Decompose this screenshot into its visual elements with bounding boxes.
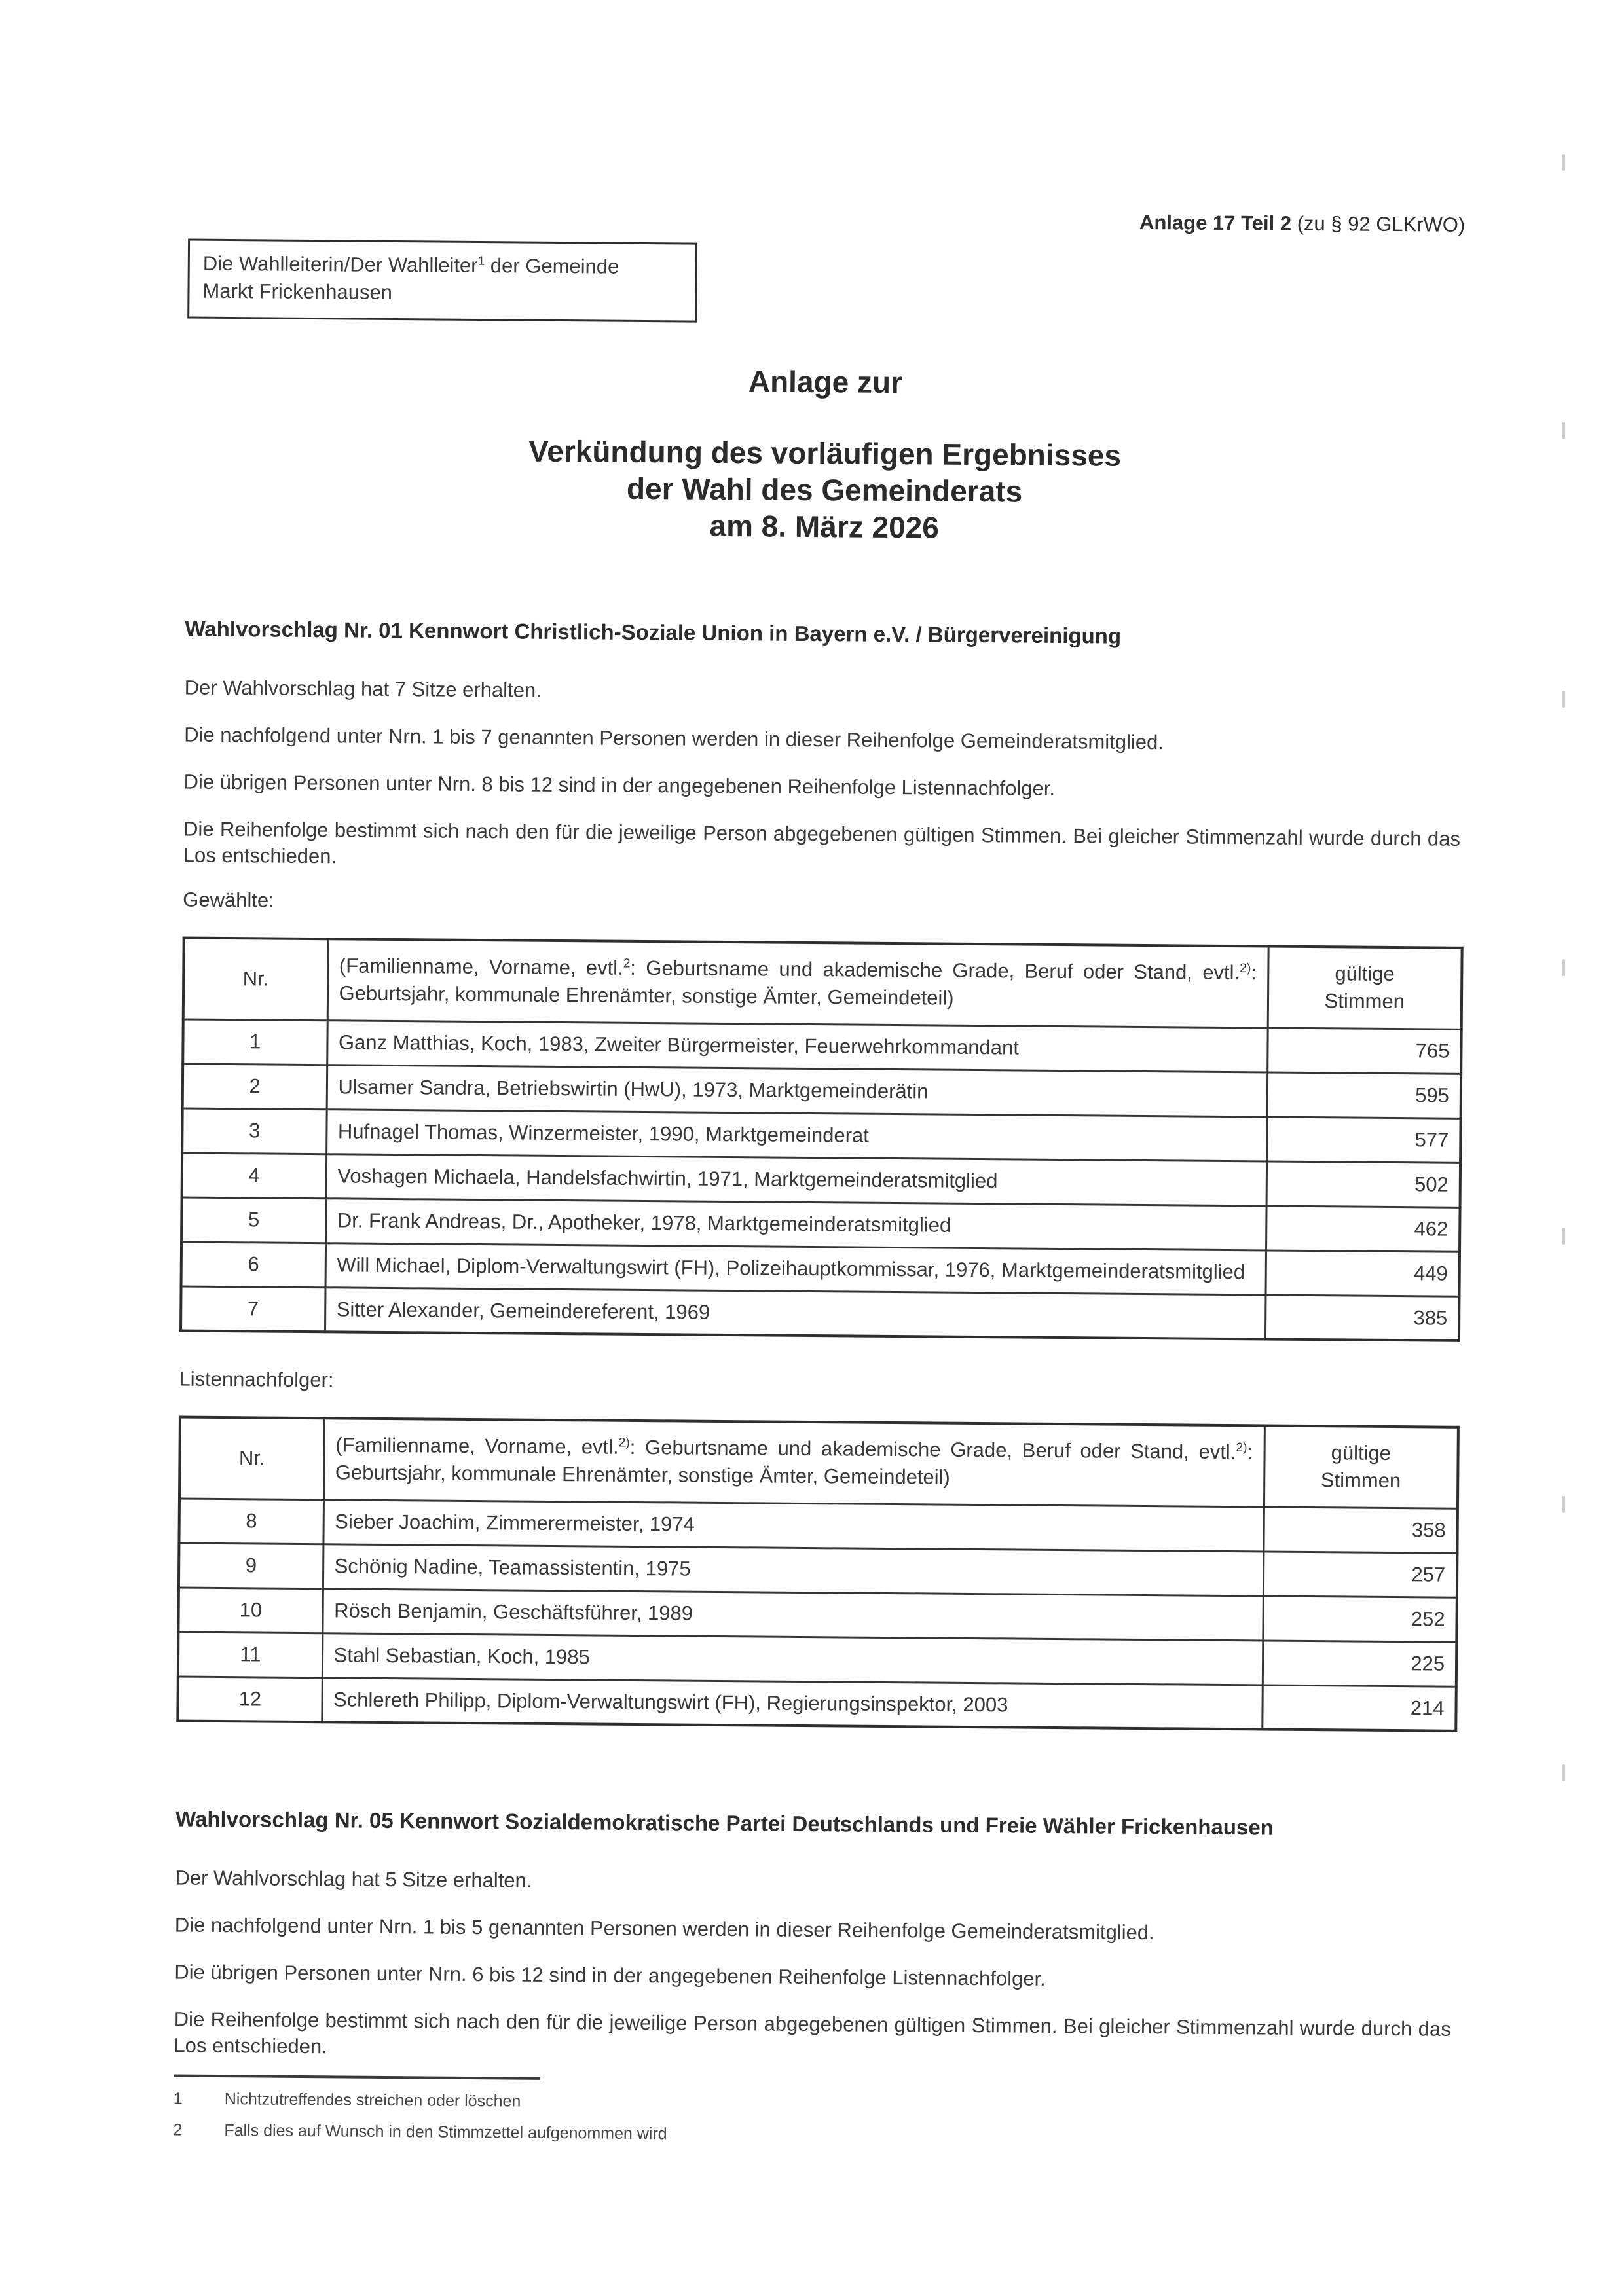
- footnote-marker-2: 2): [1236, 1441, 1247, 1455]
- document-title: [185, 430, 1463, 550]
- row-votes: 577: [1266, 1117, 1461, 1163]
- successors-table: [176, 1415, 1460, 1732]
- column-header-votes: gültige Stimmen: [1268, 947, 1462, 1029]
- document-title-line1: Verkündung des vorläufigen Ergebnisses: [528, 433, 1122, 473]
- successors-table-header-row: [179, 1417, 1458, 1508]
- issuer-line2-municipality: Markt Frickenhausen: [202, 279, 393, 304]
- scan-artifact: [1562, 1496, 1565, 1513]
- section1-paragraph-seats: Der Wahlvorschlag hat 7 Sitze erhalten.: [184, 676, 542, 702]
- section1-paragraph-order: Die Reihenfolge bestimmt sich nach den für die jeweilige Person abgegebenen gültigen Stimmen. Bei gleicher Stimmenzahl wurde durch das Los entschieden.: [183, 817, 1461, 868]
- form-reference-law: (zu § 92 GLKrWO): [1291, 211, 1466, 236]
- row-nr: 7: [181, 1286, 325, 1332]
- section1-heading: Wahlvorschlag Nr. 01 Kennwort Christlich-Soziale Union in Bayern e.V. / Bürgervereinigung: [185, 616, 1122, 648]
- row-votes: 214: [1262, 1685, 1456, 1730]
- row-votes: 257: [1263, 1551, 1458, 1597]
- row-name: Ganz Matthias, Koch, 1983, Zweiter Bürgermeister, Feuerwehrkommandant: [327, 1020, 1267, 1072]
- row-nr: 5: [181, 1197, 326, 1243]
- row-name: Will Michael, Diplom-Verwaltungswirt (FH), Polizeihauptkommissar, 1976, Marktgemeinderatsmitglied: [325, 1243, 1266, 1294]
- document-title-line2: der Wahl des Gemeinderats: [626, 471, 1023, 509]
- scan-artifact: [1562, 154, 1565, 171]
- row-name: Dr. Frank Andreas, Dr., Apotheker, 1978, Marktgemeinderatsmitglied: [325, 1198, 1266, 1250]
- scan-artifact: [1562, 959, 1565, 976]
- row-nr: 4: [182, 1153, 327, 1199]
- annex-title: Anlage zur: [748, 364, 903, 400]
- scan-artifact: [1562, 1764, 1565, 1781]
- row-votes: 502: [1266, 1161, 1461, 1207]
- section2-heading: Wahlvorschlag Nr. 05 Kennwort Sozialdemokratische Partei Deutschlands und Freie Wähler Frickenhausen: [175, 1806, 1274, 1840]
- issuer-line1: Die Wahlleiterin/Der Wahlleiter$^1$ der Gemeinde: [202, 251, 619, 278]
- row-nr: 2: [183, 1064, 327, 1110]
- row-nr: 3: [182, 1108, 327, 1154]
- row-nr: 9: [179, 1542, 323, 1588]
- row-nr: 1: [183, 1019, 327, 1065]
- row-votes: 385: [1265, 1294, 1460, 1340]
- row-name: Sieber Joachim, Zimmerermeister, 1974: [323, 1499, 1263, 1551]
- row-name: Voshagen Michaela, Handelsfachwirtin, 1971, Marktgemeinderatsmitglied: [326, 1154, 1266, 1205]
- form-reference-number: Anlage 17 Teil 2: [1139, 210, 1292, 235]
- issuer-box: [187, 239, 697, 323]
- row-votes: 462: [1266, 1206, 1460, 1252]
- row-nr: 10: [178, 1587, 323, 1633]
- footnote-marker-2: 2): [618, 1436, 630, 1450]
- footnote-1: [174, 2088, 1450, 2118]
- elected-label: Gewählte:: [183, 888, 274, 912]
- table-row: [181, 1286, 1459, 1340]
- row-votes: 449: [1265, 1250, 1460, 1296]
- row-name: Hufnagel Thomas, Winzermeister, 1990, Marktgemeinderat: [326, 1109, 1266, 1161]
- elected-table: [179, 936, 1464, 1341]
- section2-paragraph-seats: Der Wahlvorschlag hat 5 Sitze erhalten.: [175, 1866, 532, 1892]
- row-votes: 252: [1263, 1595, 1457, 1641]
- row-name: Sitter Alexander, Gemeindereferent, 1969: [325, 1287, 1265, 1339]
- footnote-2: [173, 2120, 1450, 2149]
- footnote-marker-2: 2): [1240, 962, 1251, 976]
- footnote-marker-1: 1: [477, 254, 485, 268]
- column-header-name: (Familienname, Vorname, evtl.$^{2)}$: Geburtsname und akademische Grade, Beruf oder Stand, evtl.$^{2)}$: Geburtsjahr, kommunale Ehrenämter, sonstige Ämter, Gemeindeteil): [323, 1418, 1264, 1506]
- row-nr: 11: [178, 1631, 323, 1677]
- column-header-nr: Nr.: [183, 938, 328, 1021]
- row-name: Ulsamer Sandra, Betriebswirtin (HwU), 1973, Marktgemeinderätin: [327, 1065, 1267, 1116]
- section1-paragraph-successors: Die übrigen Personen unter Nrn. 8 bis 12 sind in der angegebenen Reihenfolge Listennachfolger.: [183, 770, 1056, 800]
- elected-table-header-row: [183, 938, 1462, 1029]
- footnote-1-text: Nichtzutreffendes streichen oder löschen: [224, 2090, 521, 2111]
- table-row: [177, 1676, 1456, 1730]
- row-name: Schönig Nadine, Teamassistentin, 1975: [323, 1544, 1263, 1595]
- footnote-2-text: Falls dies auf Wunsch in den Stimmzettel aufgenommen wird: [224, 2121, 667, 2143]
- row-votes: 358: [1263, 1506, 1458, 1552]
- row-nr: 8: [179, 1498, 323, 1544]
- section2-paragraph-members: Die nachfolgend unter Nrn. 1 bis 5 genannten Personen werden in dieser Reihenfolge Gemeinderatsmitglied.: [174, 1913, 1154, 1944]
- section1-paragraph-members: Die nachfolgend unter Nrn. 1 bis 7 genannten Personen werden in dieser Reihenfolge Gemeinderatsmitglied.: [184, 723, 1164, 754]
- row-votes: 765: [1267, 1028, 1462, 1074]
- row-nr: 12: [177, 1676, 322, 1722]
- form-reference: [188, 204, 1465, 237]
- row-votes: 595: [1267, 1072, 1462, 1118]
- footnote-marker-2: 2: [623, 957, 631, 971]
- document-title-line3: am 8. März 2026: [709, 508, 940, 545]
- successors-label: Listennachfolger:: [179, 1367, 334, 1392]
- footnote-1-number: 1: [173, 2089, 183, 2108]
- column-header-nr: Nr.: [179, 1417, 324, 1499]
- scan-artifact: [1562, 422, 1565, 439]
- row-nr: 6: [181, 1241, 326, 1287]
- row-name: Stahl Sebastian, Koch, 1985: [322, 1633, 1263, 1685]
- row-name: Schlereth Philipp, Diplom-Verwaltungswirt (FH), Regierungsinspektor, 2003: [322, 1677, 1262, 1729]
- footnote-2-number: 2: [173, 2121, 183, 2140]
- scan-artifact: [1562, 691, 1565, 708]
- column-header-name: (Familienname, Vorname, evtl.$^2$: Geburtsname und akademische Grade, Beruf oder Stand, evtl.$^{2)}$: Geburtsjahr, kommunale Ehrenämter, sonstige Ämter, Gemeindeteil): [327, 939, 1268, 1027]
- section2-paragraph-order: Die Reihenfolge bestimmt sich nach den für die jeweilige Person abgegebenen gültigen Stimmen. Bei gleicher Stimmenzahl wurde durch das Los entschieden.: [174, 2007, 1451, 2058]
- row-name: Rösch Benjamin, Geschäftsführer, 1989: [322, 1588, 1263, 1640]
- column-header-votes: gültige Stimmen: [1264, 1425, 1458, 1508]
- footnote-separator: [174, 2074, 540, 2079]
- section2-paragraph-successors: Die übrigen Personen unter Nrn. 6 bis 12 sind in der angegebenen Reihenfolge Listennachfolger.: [174, 1960, 1046, 1990]
- row-votes: 225: [1263, 1640, 1457, 1686]
- scan-artifact: [1562, 1228, 1565, 1245]
